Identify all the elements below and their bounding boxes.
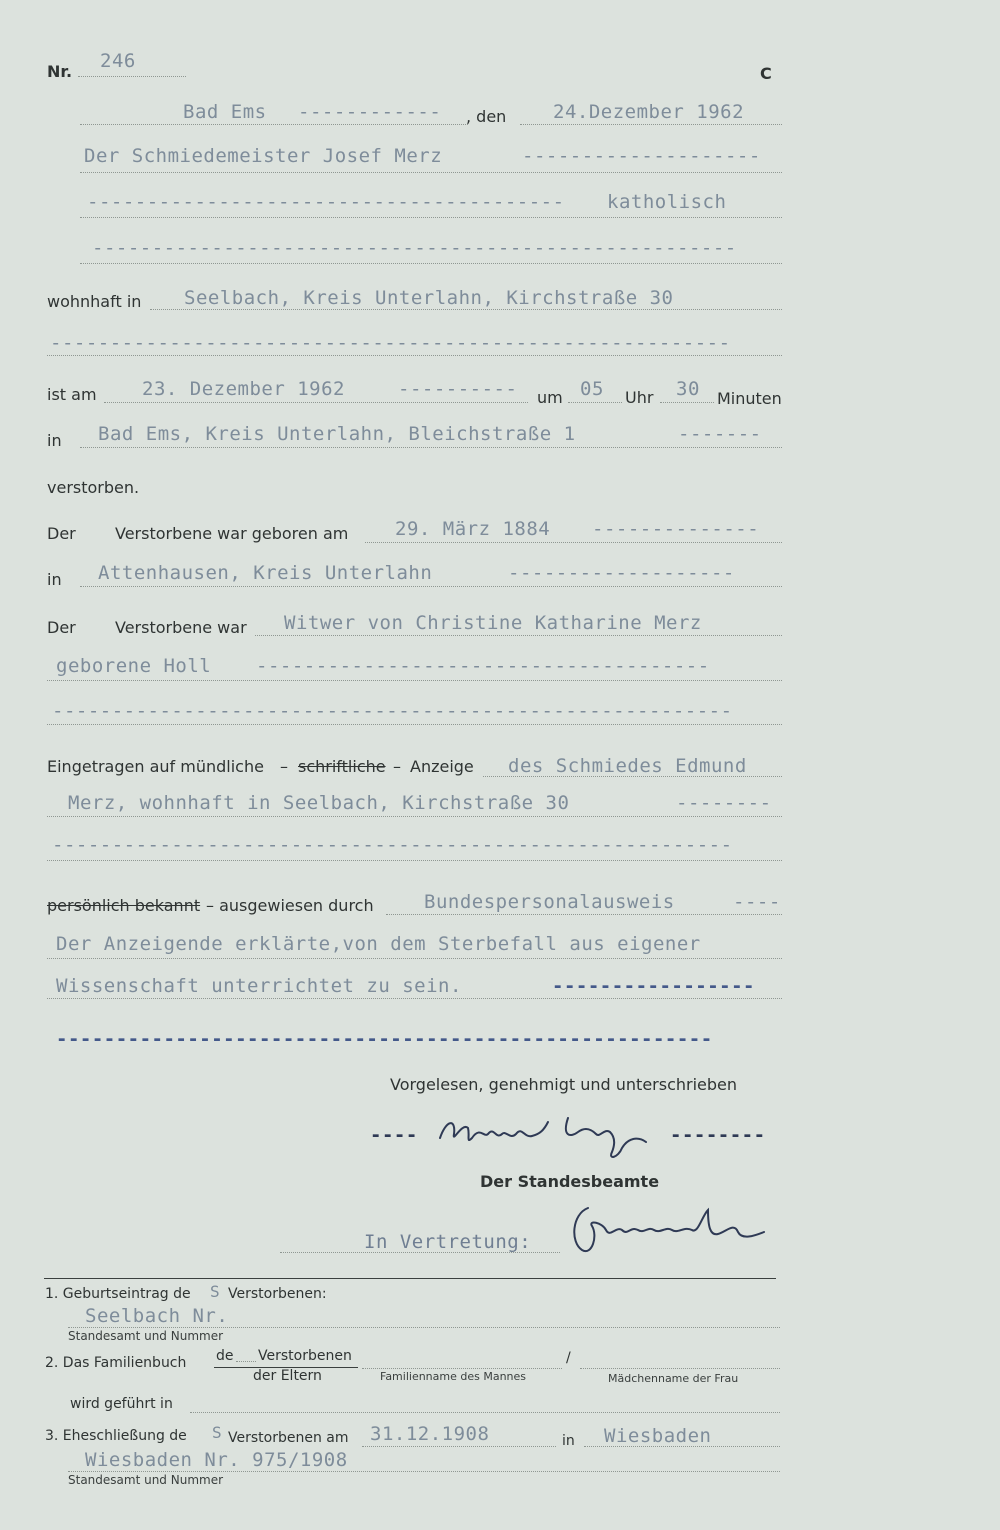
note2-man-line (362, 1368, 562, 1369)
minutes-line (660, 402, 714, 403)
blank-line-2 (47, 355, 782, 356)
substitute-label: In Vertretung: (364, 1231, 532, 1253)
birth-place-dashes: ------------------- (508, 562, 735, 584)
note1-label: 1. Geburtseintrag de (45, 1286, 191, 1302)
marital-cont-line (47, 680, 782, 681)
informant-cont: Merz, wohnhaft in Seelbach, Kirchstraße 30 (68, 792, 570, 814)
note2-woman-line (580, 1368, 780, 1369)
note2-caption-woman: Mädchenname der Frau (608, 1372, 739, 1385)
ist-am-label: ist am (47, 385, 97, 404)
known-struck: persönlich bekannt (47, 896, 201, 915)
anzeige-label: Anzeige (410, 757, 474, 776)
deceased-name: Der Schmiedemeister Josef Merz (84, 145, 443, 167)
marital-status-cont: geborene Holl (56, 655, 212, 677)
sig-dashes-right: -------- (670, 1124, 766, 1146)
blank-dashes-2: --------------------------------------------------------- (50, 332, 731, 354)
date-value: 24.Dezember 1962 (553, 101, 745, 123)
birth-date-dashes: -------------- (592, 518, 760, 540)
death-place-dashes: ------- (678, 423, 762, 445)
nr-line (78, 76, 186, 77)
registration-label: Eingetragen auf mündliche (47, 757, 264, 776)
name-line (80, 172, 782, 173)
statement-line-2 (47, 998, 782, 999)
note2-option1: Verstorbenen (258, 1348, 352, 1364)
blank-line-1 (80, 263, 782, 264)
statement-dashes: ----------------- (552, 975, 755, 997)
informant-dashes: -------- (676, 792, 772, 814)
statement-1: Der Anzeigende erklärte,von dem Sterbefall aus eigener (56, 933, 701, 955)
residence-value: Seelbach, Kreis Unterlahn, Kirchstraße 30 (184, 287, 674, 309)
blank-line-3 (47, 724, 782, 725)
note1-caption: Standesamt und Nummer (68, 1329, 224, 1343)
note2-kept-line (190, 1412, 780, 1413)
identified-dashes: ---- (733, 891, 781, 913)
nr-label: Nr. (47, 62, 73, 81)
religion-value: katholisch (607, 191, 727, 213)
note3-date-line (362, 1446, 556, 1447)
note2-separator: / (566, 1350, 571, 1366)
marital-cont-dashes: -------------------------------------- (256, 655, 710, 677)
birth-label: Verstorbene war geboren am (115, 524, 349, 543)
death-date-dashes: ---------- (398, 378, 518, 400)
residence-line (150, 309, 782, 310)
um-label: um (537, 388, 563, 407)
note1-suffix: S (210, 1282, 221, 1301)
birth-der-label: Der (47, 524, 76, 543)
uhr-label: Uhr (625, 388, 654, 407)
blank-dashes-3: --------------------------------------------------------- (52, 700, 733, 722)
statement-2: Wissenschaft unterrichtet zu sein. (56, 975, 462, 997)
death-date-line (104, 402, 528, 403)
note1-value: Seelbach Nr. (85, 1305, 229, 1327)
registrar-label: Der Standesbeamte (480, 1172, 660, 1191)
death-date: 23. Dezember 1962 (142, 378, 345, 400)
note3-in-label: in (562, 1433, 575, 1449)
read-approved-label: Vorgelesen, genehmigt und unterschrieben (390, 1075, 738, 1094)
blank-line-4 (47, 860, 782, 861)
name-dashes: -------------------- (522, 145, 761, 167)
registration-struck: schriftliche (298, 757, 386, 776)
birth-place-in-label: in (47, 570, 62, 589)
death-place: Bad Ems, Kreis Unterlahn, Bleichstraße 1 (98, 423, 576, 445)
note3-value-line (68, 1471, 780, 1472)
note2-option2: der Eltern (253, 1368, 322, 1384)
note2-caption-man: Familienname des Mannes (380, 1370, 527, 1383)
note3-label2: Verstorbenen am (228, 1430, 349, 1446)
marital-line (255, 635, 782, 636)
notes-divider (44, 1278, 776, 1279)
date-line (520, 124, 782, 125)
note3-value: Wiesbaden Nr. 975/1908 (85, 1449, 348, 1471)
registrar-signature (558, 1196, 778, 1266)
religion-dashes: ---------------------------------------- (87, 191, 565, 213)
registration-dash-1: – (280, 757, 288, 776)
verstorben-label: verstorben. (47, 478, 140, 497)
residence-label: wohnhaft in (47, 292, 142, 311)
corner-mark: C (760, 64, 772, 83)
note2-de-line (236, 1361, 256, 1362)
marital-label: Verstorbene war (115, 618, 247, 637)
blank-dashes-1: ------------------------------------------------------ (92, 237, 737, 259)
blank-dashes-4: --------------------------------------------------------- (52, 834, 733, 856)
closing-dashes: ------------------------------------------------------- (56, 1028, 713, 1050)
marital-der-label: Der (47, 618, 76, 637)
place-value: Bad Ems (183, 101, 267, 123)
birth-date: 29. März 1884 (395, 518, 551, 540)
nr-value: 246 (100, 50, 136, 72)
note3-suffix: S (212, 1423, 223, 1442)
identified-line (386, 914, 782, 915)
birth-date-line (365, 542, 782, 543)
death-minutes: 30 (676, 378, 700, 400)
note3-date: 31.12.1908 (370, 1423, 490, 1445)
death-place-line (80, 447, 782, 448)
death-place-in-label: in (47, 431, 62, 450)
place-line (80, 124, 468, 125)
note2-label: 2. Das Familienbuch (45, 1355, 187, 1371)
note3-place: Wiesbaden (604, 1425, 712, 1447)
note2-kept-label: wird geführt in (70, 1396, 173, 1412)
statement-line-1 (47, 958, 782, 959)
note1-label2: Verstorbenen: (228, 1286, 327, 1302)
note2-de: de (216, 1348, 234, 1364)
identified-label: – ausgewiesen durch (206, 896, 374, 915)
religion-line (80, 217, 782, 218)
den-label: , den (466, 107, 507, 126)
informant-cont-line (47, 816, 782, 817)
registration-dash-2: – (393, 757, 401, 776)
informant: des Schmiedes Edmund (508, 755, 747, 777)
minuten-label: Minuten (717, 389, 782, 408)
informant-signature (432, 1108, 672, 1168)
note3-caption: Standesamt und Nummer (68, 1473, 224, 1487)
note3-label: 3. Eheschließung de (45, 1428, 187, 1444)
sig-dashes-left: ---- (370, 1124, 418, 1146)
birth-place-line (80, 586, 782, 587)
death-hour: 05 (580, 378, 604, 400)
place-dashes: ------------ (298, 101, 442, 123)
marital-status: Witwer von Christine Katharine Merz (284, 612, 702, 634)
birth-place: Attenhausen, Kreis Unterlahn (98, 562, 433, 584)
hour-line (568, 402, 622, 403)
identified-by: Bundespersonalausweis (424, 891, 675, 913)
note1-line (68, 1327, 780, 1328)
